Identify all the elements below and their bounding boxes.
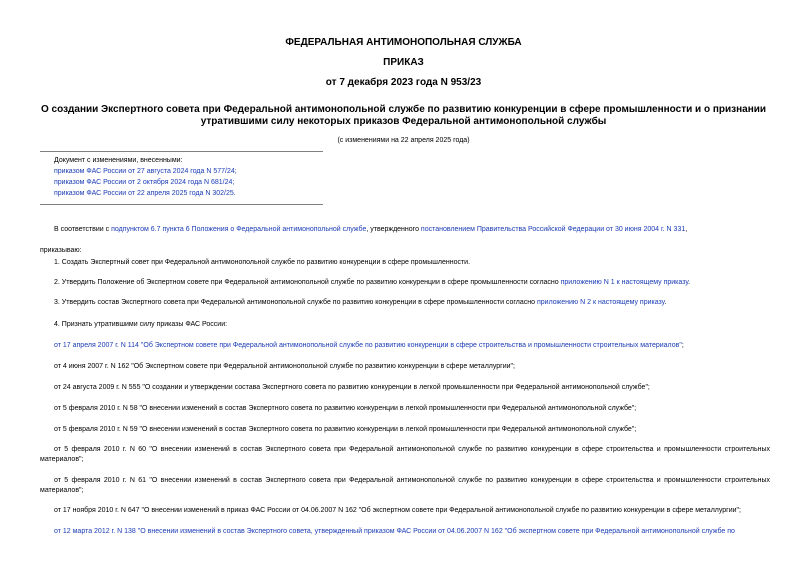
changes-block — [54, 155, 237, 199]
document-title: О создании Экспертного совета при Федеральной антимонопольной службе по развитию конкуренции в сфере промышленности и о признании утратившими силу некоторых приказов Федеральной антимонопольной службы — [40, 104, 767, 127]
repealed-order-4: от 5 февраля 2010 г. N 58 "О внесении изменений в состав Экспертного совета по развитию конкуренции в легкой промышленности при Федеральной антимонопольной службе"; — [54, 405, 637, 412]
change-link-2[interactable]: приказом ФАС России от 2 октября 2024 года N 681/24; — [54, 179, 235, 186]
changes-caption: Документ с изменениями, внесенными: — [54, 157, 183, 164]
repealed-order-7: от 5 февраля 2010 г. N 61 "О внесении изменений в состав Экспертного совета при Федеральной антимонопольной службе по развитию конкуренции в сфере строительства и промышленности строительных материалов"; — [40, 477, 770, 494]
appendix-2-link[interactable]: приложению N 2 к настоящему приказу — [536, 299, 665, 306]
repealed-order-1: от 17 апреля 2007 г. N 114 "Об Экспертном совете при Федеральной антимонопольной службе по развитию конкуренции в сфере строительства и промышленности строительных материалов"; — [54, 342, 684, 349]
agency-name: ФЕДЕРАЛЬНАЯ АНТИМОНОПОЛЬНАЯ СЛУЖБА — [285, 37, 522, 48]
item-3: 3. Утвердить состав Экспертного совета при Федеральной антимонопольной службе по развитию конкуренции в сфере промышленности согласно приложению N 2 к настоящему приказу. — [54, 299, 667, 306]
document-type: ПРИКАЗ — [383, 57, 424, 68]
item-1: 1. Создать Экспертный совет при Федеральной антимонопольной службе по развитию конкуренции в сфере промышленности. — [54, 259, 471, 266]
changes-divider-bottom — [40, 204, 323, 205]
regulation-link[interactable]: подпунктом 6.7 пункта 6 Положения о Федеральной антимонопольной службе — [111, 226, 367, 233]
repealed-order-6: от 5 февраля 2010 г. N 60 "О внесении изменений в состав Экспертного совета при Федеральной антимонопольной службе по развитию конкуренции в сфере строительства и промышленности строительных материалов"; — [40, 446, 770, 463]
item-4: 4. Признать утратившими силу приказы ФАС России: — [54, 321, 228, 328]
change-link-1[interactable]: приказом ФАС России от 27 августа 2024 года N 577/24; — [54, 168, 237, 175]
repealed-order-2: от 4 июня 2007 г. N 162 "Об Экспертном совете при Федеральной антимонопольной службе по развитию конкуренции в сфере металлургии"; — [54, 363, 515, 370]
repealed-order-9 — [40, 527, 770, 537]
revision-note: (с изменениями на 22 апреля 2025 года) — [337, 137, 470, 144]
repealed-order-5: от 5 февраля 2010 г. N 59 "О внесении изменений в состав Экспертного совета по развитию конкуренции в легкой промышленности при Федеральной антимонопольной службе"; — [54, 426, 637, 433]
repealed-order-3: от 24 августа 2009 г. N 555 "О создании и утверждении состава Экспертного совета по развитию конкуренции в легкой промышленности при Федеральной антимонопольной службе"; — [54, 384, 650, 391]
government-decree-link[interactable]: постановлением Правительства Российской Федерации от 30 июня 2004 г. N 331 — [420, 226, 686, 233]
item-2: 2. Утвердить Положение об Экспертном совете при Федеральной антимонопольной службе по развитию конкуренции в сфере промышленности согласно приложению N 1 к настоящему приказу. — [54, 279, 691, 286]
preamble: В соответствии с подпунктом 6.7 пункта 6 Положения о Федеральной антимонопольной службе, утвержденного постановлением Правительства Российской Федерации от 30 июня 2004 г. N 331, — [54, 226, 688, 233]
appendix-1-link[interactable]: приложению N 1 к настоящему приказу — [560, 279, 689, 286]
repealed-order-9-link[interactable]: от 12 марта 2012 г. N 138 "О внесении изменений в состав Экспертного совета, утвержденный приказом ФАС России от 04.06.2007 N 162 "Об экспертном совете при Федеральной антимонопольной службе по — [54, 528, 735, 535]
changes-divider-top — [40, 151, 323, 152]
document-date: от 7 декабря 2023 года N 953/23 — [325, 77, 482, 88]
repealed-order-8: от 17 ноября 2010 г. N 647 "О внесении изменений в приказ ФАС России от 04.06.2007 N 162 "Об экспертном совете при Федеральной антимонопольной службе по развитию конкуренции в сфере металлургии"; — [54, 507, 741, 514]
change-link-3[interactable]: приказом ФАС России от 22 апреля 2025 года N 302/25. — [54, 190, 236, 197]
order-word: приказываю: — [40, 247, 82, 254]
repealed-order-1-link[interactable]: от 17 апреля 2007 г. N 114 "Об Экспертном совете при Федеральной антимонопольной службе по развитию конкуренции в сфере строительства и промышленности строительных материалов" — [54, 342, 682, 349]
